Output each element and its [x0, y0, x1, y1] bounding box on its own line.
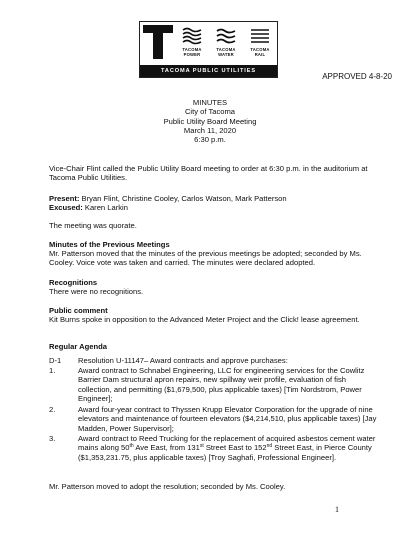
agenda-item-number: 3. — [49, 434, 56, 443]
agenda-item-number: 1. — [49, 366, 56, 375]
rail-lines-icon — [249, 25, 271, 47]
excused-label: Excused: — [49, 203, 83, 212]
present-label: Present: — [49, 194, 80, 203]
public-comment-heading: Public comment — [49, 306, 108, 315]
tacoma-water-mark — [211, 25, 241, 59]
header-time: 6:30 p.m. — [194, 135, 226, 145]
public-comment-text: Kit Burns spoke in opposition to the Advanced Meter Project and the Click! lease agreement. — [49, 315, 360, 324]
tacoma-t-logo-icon — [143, 25, 173, 59]
recognitions-text: There were no recognitions. — [49, 287, 144, 296]
excused-names: Karen Larkin — [84, 203, 128, 212]
rail-label: TACOMA RAIL — [250, 47, 270, 57]
agenda-item-text: Award contract to Schnabel Engineering, LLC for engineering services for the Cowlitz Barrier Dam structural apron repairs, new spillway weir profile, evaluation of fish collection, and permitting ($1,679,500, plus applicable taxes) [Tim Nordstrom, Power Engineer]; — [78, 366, 365, 403]
header-date: March 11, 2020 — [183, 125, 237, 135]
header-title: MINUTES — [192, 98, 228, 107]
agenda-item-number: 2. — [49, 405, 56, 414]
agenda-item-text: Award contract to Reed Trucking for the replacement of acquired asbestos cement water mains along 50th Ave East, from 131st Street East to 152nd Street East, in Pierce County ($1,353,231.75, plus applicable taxes) [Troy Saghafi, Professional Engineer]. — [78, 434, 376, 462]
resolution-number: D-1 — [49, 356, 62, 365]
present-names: Bryan Flint, Christine Cooley, Carlos Watson, Mark Patterson — [81, 194, 287, 203]
power-wave-icon — [181, 25, 203, 47]
attendance-excused — [49, 203, 379, 212]
header-city: City of Tacoma — [184, 107, 236, 117]
attendance-present — [49, 194, 379, 203]
tacoma-public-utilities-logo — [139, 21, 278, 78]
power-label: TACOMA POWER — [182, 47, 202, 57]
page-number: 1 — [335, 505, 339, 514]
closing-motion: Mr. Patterson moved to adopt the resolution; seconded by Ms. Cooley. — [49, 482, 286, 491]
header-meeting: Public Utility Board Meeting — [163, 116, 257, 126]
agenda-item-text: Award four-year contract to Thyssen Krupp Elevator Corporation for the upgrade of nine elevators and maintenance of fourteen elevators ($4,214,510, plus applicable taxes) [Jay Madden, Power Supervisor]; — [78, 405, 377, 433]
resolution-title: Resolution U-11147– Award contracts and approve purchases: — [78, 356, 288, 365]
regular-agenda-heading: Regular Agenda — [49, 342, 107, 351]
water-wave-icon — [215, 25, 237, 47]
previous-minutes-text: Mr. Patterson moved that the minutes of the previous meetings be adopted; seconded by Ms. Cooley. Voice vote was taken and carried. The minutes were declared adopted. — [49, 249, 362, 268]
approved-stamp-text: APPROVED 4-8-20 — [322, 72, 392, 81]
recognitions-heading: Recognitions — [49, 278, 98, 287]
quorum-text: The meeting was quorate. — [49, 221, 137, 230]
previous-minutes-heading: Minutes of the Previous Meetings — [49, 240, 170, 249]
water-label: TACOMA WATER — [216, 47, 236, 57]
tacoma-power-mark — [177, 25, 207, 59]
tacoma-rail-mark — [245, 25, 275, 59]
logo-brand-text: TACOMA PUBLIC UTILITIES — [140, 65, 277, 77]
minutes-header — [0, 98, 420, 144]
intro-paragraph: Vice-Chair Flint called the Public Utility Board meeting to order at 6:30 p.m. in the auditorium at Tacoma Public Utilities. — [49, 164, 368, 183]
